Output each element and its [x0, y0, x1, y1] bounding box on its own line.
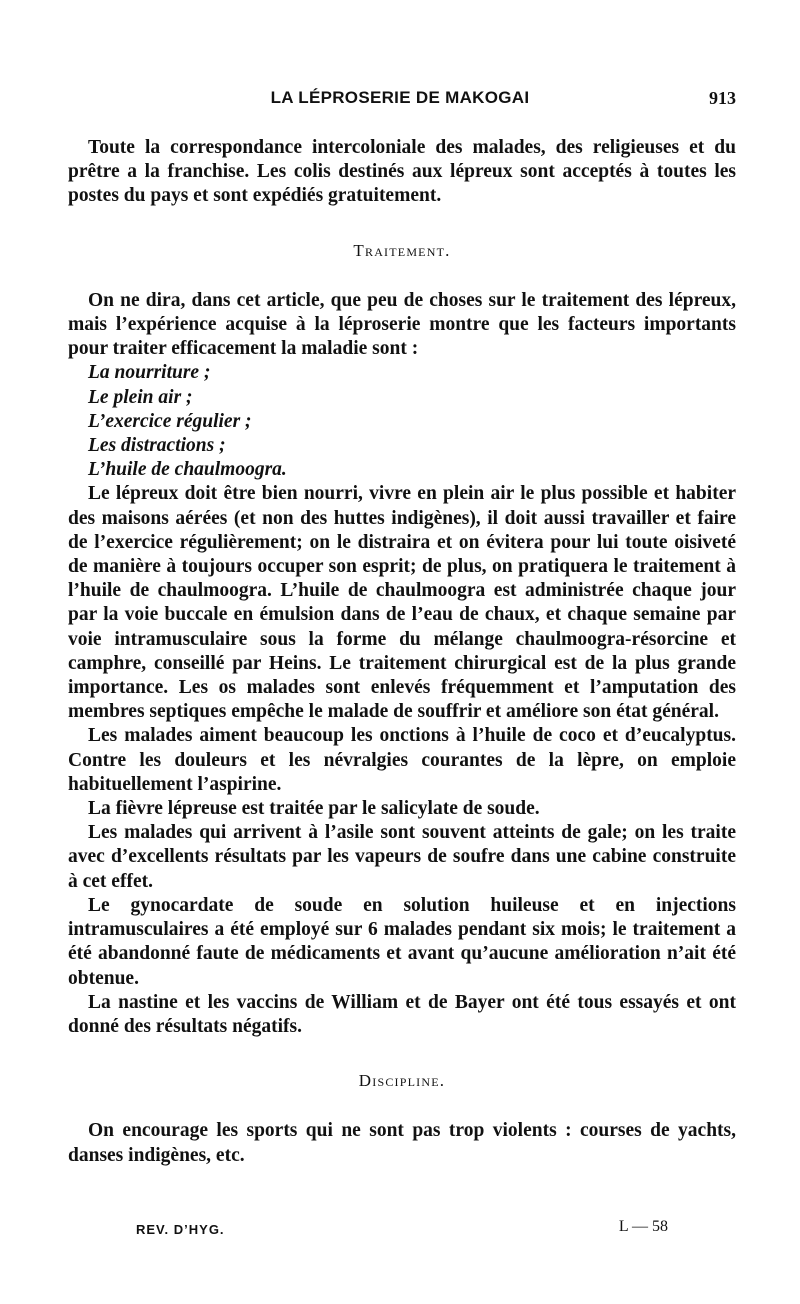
- discipline-paragraph: On encourage les sports qui ne sont pas trop violents : courses de yachts, danses indigènes, etc.: [68, 1120, 736, 1166]
- treatment-paragraph: Les malades aiment beaucoup les onctions à l’huile de coco et d’eucalyptus. Contre les douleurs et les névralgies courantes de la lèpre, on emploie habituellement l’aspirine.: [68, 725, 736, 795]
- list-item: Le plein air ;: [88, 386, 193, 408]
- page-number: 913: [709, 88, 736, 108]
- intro-paragraph: Toute la correspondance intercoloniale des malades, des religieuses et du prêtre a la franchise. Les colis destinés aux lépreux sont acceptés à toutes les postes du pays et sont expédiés gratuitement.: [68, 137, 736, 207]
- treatment-paragraph: Les malades qui arrivent à l’asile sont souvent atteints de gale; on les traite avec d’excellents résultats par les vapeurs de soufre dans une cabine construite à cet effet.: [68, 822, 736, 892]
- body-text: [68, 136, 736, 1168]
- treatment-paragraph: La nastine et les vaccins de William et de Bayer ont été tous essayés et ont donné des résultats négatifs.: [68, 991, 736, 1037]
- list-item: Les distractions ;: [88, 435, 226, 457]
- treatment-paragraph: Le gynocardate de soude en solution huileuse et en injections intramusculaires a été employé sur 6 malades pendant six mois; le traitement a été abandonné faute de médicaments et avant qu’aucune amélioration n’ait été obtenue.: [68, 894, 736, 989]
- treatment-lead-paragraph: On ne dira, dans cet article, que peu de choses sur le traitement des lépreux, mais l’expérience acquise à la léproserie montre que les facteurs importants pour traiter efficacement la maladie sont :: [68, 289, 736, 360]
- list-item: L’exercice régulier ;: [88, 410, 252, 432]
- list-item: La nourriture ;: [88, 362, 211, 384]
- journal-abbreviation: REV. D’HYG.: [136, 1222, 225, 1237]
- treatment-paragraph: La fièvre lépreuse est traitée par le salicylate de soude.: [88, 798, 540, 820]
- page-footer: [0, 1218, 800, 1242]
- list-item: L’huile de chaulmoogra.: [88, 459, 287, 481]
- section-heading-discipline: Discipline.: [358, 1071, 446, 1091]
- running-title: LA LÉPROSERIE DE MAKOGAI: [270, 88, 530, 107]
- treatment-paragraph: Le lépreux doit être bien nourri, vivre en plein air le plus possible et habiter des maisons aérées (et non des huttes indigènes), il doit aussi travailler et faire de l’exercice régulièrement; on le distraira et on évitera pour lui toute oisiveté de manière à toujours occuper son esprit; de plus, on pratiquera le traitement à l’huile de chaulmoogra. L’huile de chaulmoogra est administrée chaque jour par la voie buccale en émulsion dans de l’eau de chaux, et chaque semaine par voie intramusculaire sous la forme du mélange chaulmoogra-résorcine et camphre, conseillé par Heins. Le traitement chirurgical est de la plus grande importance. Les os malades sont enlevés fréquemment et l’amputation des membres septiques empêche le malade de souffrir et améliore son état général.: [68, 483, 736, 723]
- running-header: [0, 88, 800, 112]
- signature-mark: L — 58: [618, 1218, 668, 1235]
- treatment-factors-list: [68, 361, 736, 482]
- section-heading-treatment: Traitement.: [353, 240, 451, 260]
